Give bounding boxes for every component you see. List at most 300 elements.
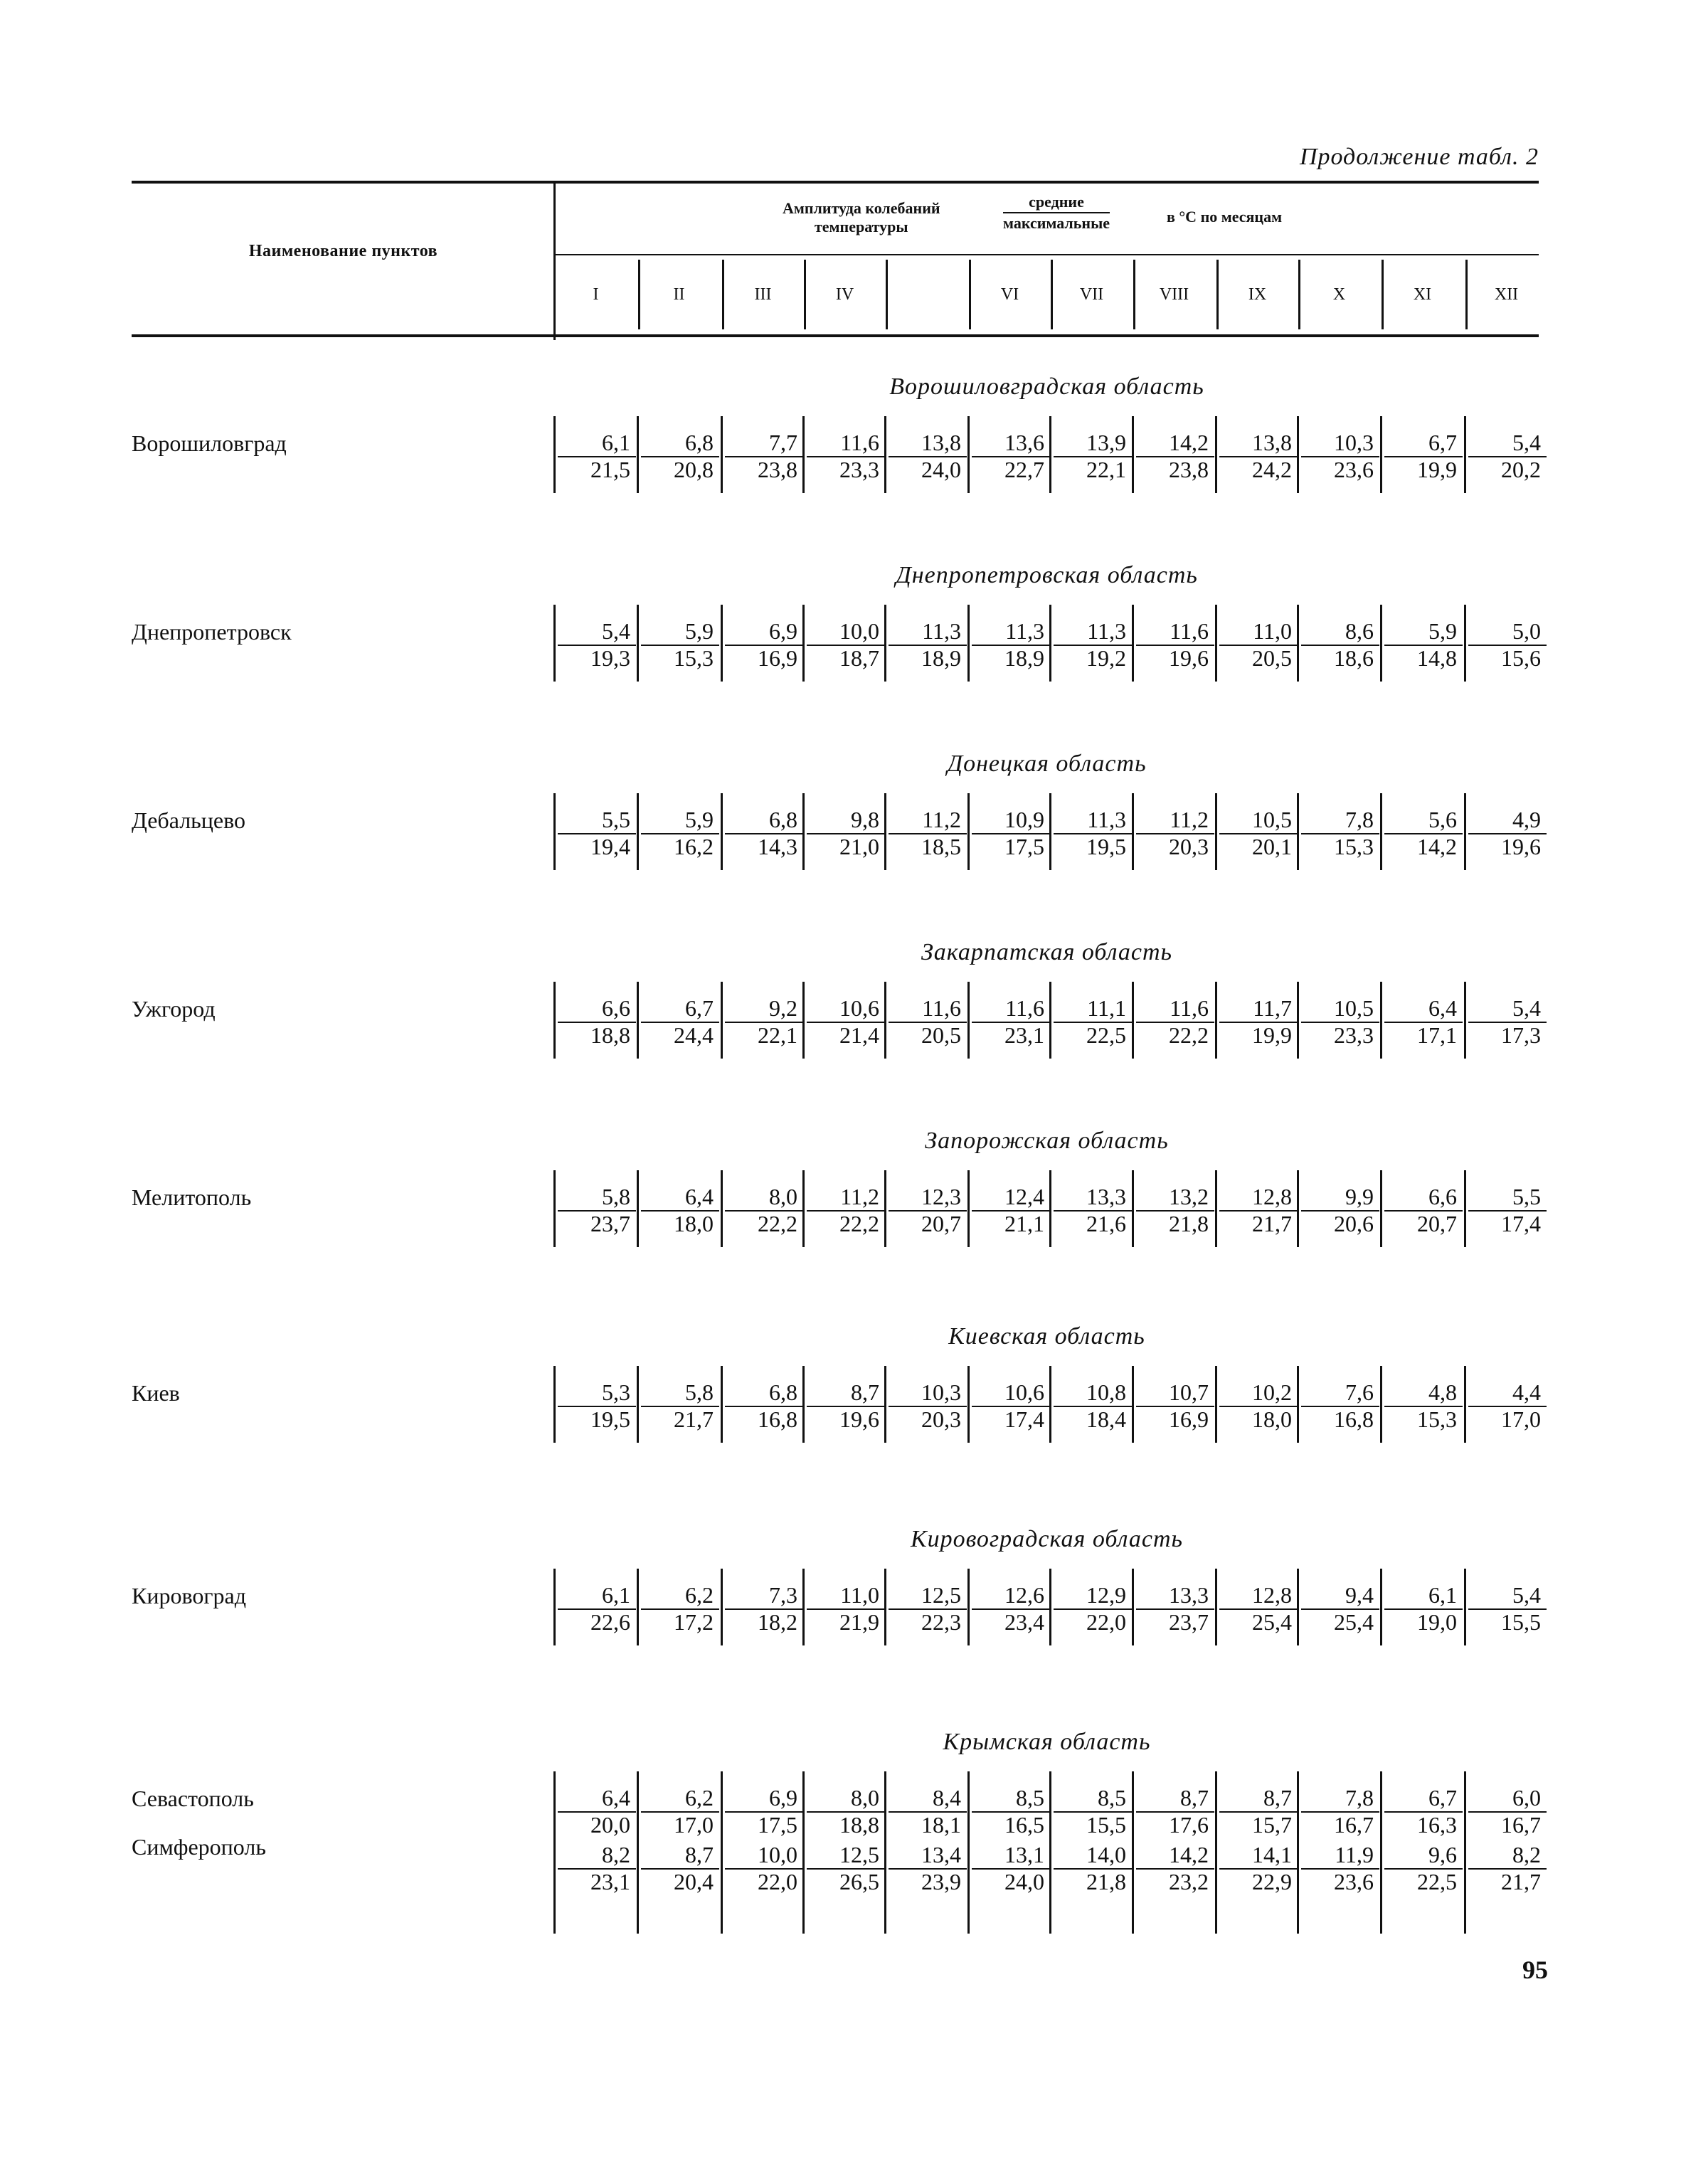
max-amplitude: 18,9 bbox=[1004, 645, 1044, 671]
max-amplitude: 17,1 bbox=[1417, 1022, 1457, 1048]
mean-amplitude: 9,2 bbox=[769, 995, 797, 1021]
mean-amplitude: 10,8 bbox=[1086, 1379, 1126, 1405]
value-cell bbox=[804, 1786, 885, 1843]
mean-amplitude: 11,3 bbox=[922, 618, 961, 644]
value-cell bbox=[1216, 807, 1298, 864]
value-cell bbox=[638, 1380, 719, 1437]
units-caption: в °С по месяцам bbox=[1167, 208, 1283, 226]
value-cell bbox=[555, 430, 636, 487]
station-name: Симферополь bbox=[132, 1834, 266, 1860]
mean-amplitude: 6,7 bbox=[1428, 1785, 1457, 1811]
value-cell bbox=[804, 1380, 885, 1437]
value-cell bbox=[1465, 1380, 1547, 1437]
max-amplitude: 23,1 bbox=[1004, 1022, 1044, 1048]
mean-amplitude: 11,6 bbox=[1005, 995, 1044, 1021]
max-amplitude: 19,9 bbox=[1417, 457, 1457, 482]
value-cell bbox=[886, 430, 967, 487]
mean-amplitude: 10,2 bbox=[1252, 1379, 1292, 1405]
mean-amplitude: 12,8 bbox=[1252, 1184, 1292, 1209]
max-amplitude: 21,7 bbox=[674, 1406, 714, 1432]
header-mid-rule bbox=[555, 254, 1539, 255]
mean-amplitude: 13,3 bbox=[1086, 1184, 1126, 1209]
month-header-4: IV bbox=[835, 285, 854, 304]
month-header-divider bbox=[1051, 260, 1053, 329]
mean-amplitude: 14,0 bbox=[1086, 1842, 1126, 1867]
mean-amplitude: 10,5 bbox=[1252, 807, 1292, 832]
max-amplitude: 19,9 bbox=[1252, 1022, 1292, 1048]
value-cell bbox=[969, 807, 1050, 864]
mean-amplitude: 8,7 bbox=[1180, 1785, 1209, 1811]
value-cell bbox=[638, 1786, 719, 1843]
max-amplitude: 20,7 bbox=[921, 1211, 961, 1236]
mean-amplitude: 13,4 bbox=[921, 1842, 961, 1867]
max-amplitude: 18,5 bbox=[921, 834, 961, 859]
value-cell bbox=[1051, 1380, 1132, 1437]
mean-amplitude: 13,3 bbox=[1169, 1582, 1209, 1608]
month-header-10: X bbox=[1332, 285, 1346, 304]
mean-amplitude: 14,2 bbox=[1169, 1842, 1209, 1867]
max-amplitude: 22,0 bbox=[1086, 1609, 1126, 1635]
mean-amplitude: 5,4 bbox=[1512, 995, 1541, 1021]
max-amplitude: 16,5 bbox=[1004, 1812, 1044, 1838]
value-cell bbox=[886, 1583, 967, 1640]
mean-amplitude: 10,5 bbox=[1334, 995, 1374, 1021]
mean-amplitude: 8,4 bbox=[933, 1785, 961, 1811]
header-bottom-rule bbox=[132, 334, 1539, 337]
mean-amplitude: 9,9 bbox=[1345, 1184, 1374, 1209]
value-cell bbox=[555, 996, 636, 1053]
region-heading: Ворошиловградская область bbox=[889, 373, 1204, 400]
max-amplitude: 18,7 bbox=[839, 645, 879, 671]
value-cell bbox=[722, 1583, 803, 1640]
value-cell bbox=[1133, 807, 1214, 864]
value-cell bbox=[804, 1184, 885, 1241]
mean-amplitude: 9,8 bbox=[851, 807, 879, 832]
mean-amplitude: 8,6 bbox=[1345, 618, 1374, 644]
value-cell bbox=[1051, 807, 1132, 864]
max-amplitude: 23,9 bbox=[921, 1869, 961, 1894]
max-amplitude: 20,0 bbox=[590, 1812, 630, 1838]
month-header-divider bbox=[1465, 260, 1468, 329]
station-name: Дебальцево bbox=[132, 807, 245, 833]
region-heading: Киевская область bbox=[948, 1323, 1145, 1350]
value-cell bbox=[1382, 1843, 1463, 1899]
mean-amplitude: 6,7 bbox=[685, 995, 714, 1021]
mean-amplitude: 6,8 bbox=[769, 807, 797, 832]
max-amplitude: 18,0 bbox=[674, 1211, 714, 1236]
month-header-divider bbox=[804, 260, 806, 329]
value-cell bbox=[1465, 1843, 1547, 1899]
mean-amplitude: 11,3 bbox=[1005, 618, 1044, 644]
max-amplitude: 16,7 bbox=[1501, 1812, 1541, 1838]
fraction-numerator: средние bbox=[1003, 192, 1110, 213]
max-amplitude: 20,7 bbox=[1417, 1211, 1457, 1236]
max-amplitude: 18,1 bbox=[921, 1812, 961, 1838]
value-cell bbox=[1133, 1184, 1214, 1241]
value-cell bbox=[1216, 1184, 1298, 1241]
month-header-6: VI bbox=[1000, 285, 1019, 304]
max-amplitude: 15,5 bbox=[1501, 1609, 1541, 1635]
value-cell bbox=[1298, 430, 1379, 487]
mean-amplitude: 6,4 bbox=[685, 1184, 714, 1209]
mean-amplitude: 5,5 bbox=[602, 807, 630, 832]
value-cell bbox=[1298, 619, 1379, 676]
mean-amplitude: 6,1 bbox=[602, 430, 630, 455]
mean-amplitude: 12,9 bbox=[1086, 1582, 1126, 1608]
max-amplitude: 16,9 bbox=[758, 645, 797, 671]
value-cell bbox=[1051, 1843, 1132, 1899]
max-amplitude: 19,0 bbox=[1417, 1609, 1457, 1635]
mean-amplitude: 7,3 bbox=[769, 1582, 797, 1608]
mean-amplitude: 5,0 bbox=[1512, 618, 1541, 644]
value-cell bbox=[886, 996, 967, 1053]
mean-amplitude: 12,6 bbox=[1004, 1582, 1044, 1608]
mean-amplitude: 10,9 bbox=[1004, 807, 1044, 832]
max-amplitude: 16,8 bbox=[1334, 1406, 1374, 1432]
value-cell bbox=[722, 1786, 803, 1843]
month-header-divider bbox=[1216, 260, 1219, 329]
value-cell bbox=[1051, 619, 1132, 676]
value-cell bbox=[1298, 1843, 1379, 1899]
mean-amplitude: 6,2 bbox=[685, 1785, 714, 1811]
value-cell bbox=[1382, 430, 1463, 487]
mean-amplitude: 7,8 bbox=[1345, 807, 1374, 832]
max-amplitude: 20,4 bbox=[674, 1869, 714, 1894]
mean-amplitude: 6,7 bbox=[1428, 430, 1457, 455]
amplitude-caption bbox=[783, 199, 940, 236]
max-amplitude: 22,1 bbox=[758, 1022, 797, 1048]
max-amplitude: 17,5 bbox=[1004, 834, 1044, 859]
month-header-12: XII bbox=[1494, 285, 1519, 304]
mean-amplitude: 6,9 bbox=[769, 1785, 797, 1811]
mean-amplitude: 5,9 bbox=[685, 618, 714, 644]
value-cell bbox=[969, 1583, 1050, 1640]
month-header-5 bbox=[886, 260, 967, 329]
value-cell bbox=[969, 619, 1050, 676]
value-cell bbox=[555, 1583, 636, 1640]
max-amplitude: 18,8 bbox=[590, 1022, 630, 1048]
max-amplitude: 19,6 bbox=[1169, 645, 1209, 671]
max-amplitude: 15,5 bbox=[1086, 1812, 1126, 1838]
max-amplitude: 22,6 bbox=[590, 1609, 630, 1635]
mean-amplitude: 6,6 bbox=[1428, 1184, 1457, 1209]
mean-amplitude: 8,7 bbox=[1263, 1785, 1292, 1811]
mean-amplitude: 10,6 bbox=[839, 995, 879, 1021]
station-name: Днепропетровск bbox=[132, 619, 292, 645]
value-cell bbox=[1133, 996, 1214, 1053]
max-amplitude: 16,9 bbox=[1169, 1406, 1209, 1432]
max-amplitude: 23,6 bbox=[1334, 457, 1374, 482]
value-cell bbox=[722, 1380, 803, 1437]
mean-amplitude: 8,2 bbox=[602, 1842, 630, 1867]
mean-amplitude: 11,9 bbox=[1335, 1842, 1374, 1867]
top-rule bbox=[132, 181, 1539, 184]
max-amplitude: 20,2 bbox=[1501, 457, 1541, 482]
mean-amplitude: 5,4 bbox=[602, 618, 630, 644]
value-cell bbox=[722, 619, 803, 676]
value-cell bbox=[1382, 619, 1463, 676]
value-cell bbox=[804, 996, 885, 1053]
value-cell bbox=[1216, 1843, 1298, 1899]
mean-amplitude: 6,1 bbox=[602, 1582, 630, 1608]
value-cell bbox=[1133, 1583, 1214, 1640]
mean-amplitude: 6,2 bbox=[685, 1582, 714, 1608]
value-cell bbox=[1051, 430, 1132, 487]
mean-amplitude: 11,3 bbox=[1087, 807, 1126, 832]
max-amplitude: 19,5 bbox=[1086, 834, 1126, 859]
max-amplitude: 20,5 bbox=[1252, 645, 1292, 671]
station-name: Киев bbox=[132, 1380, 180, 1406]
max-amplitude: 17,0 bbox=[674, 1812, 714, 1838]
value-cell bbox=[1216, 996, 1298, 1053]
max-amplitude: 14,8 bbox=[1417, 645, 1457, 671]
mean-amplitude: 7,8 bbox=[1345, 1785, 1374, 1811]
value-cell bbox=[804, 430, 885, 487]
station-name: Кировоград bbox=[132, 1583, 246, 1608]
month-header-7: VII bbox=[1079, 285, 1104, 304]
month-header-divider bbox=[1133, 260, 1135, 329]
value-cell bbox=[638, 1843, 719, 1899]
mean-amplitude: 11,3 bbox=[1087, 618, 1126, 644]
value-cell bbox=[886, 619, 967, 676]
mean-amplitude: 5,4 bbox=[1512, 1582, 1541, 1608]
station-name: Ужгород bbox=[132, 996, 216, 1022]
mean-amplitude: 6,4 bbox=[602, 1785, 630, 1811]
max-amplitude: 23,1 bbox=[590, 1869, 630, 1894]
max-amplitude: 15,3 bbox=[674, 645, 714, 671]
mean-amplitude: 11,2 bbox=[1170, 807, 1209, 832]
max-amplitude: 23,3 bbox=[1334, 1022, 1374, 1048]
max-amplitude: 23,3 bbox=[839, 457, 879, 482]
value-cell bbox=[722, 1843, 803, 1899]
mean-amplitude: 8,5 bbox=[1098, 1785, 1126, 1811]
mean-amplitude: 7,7 bbox=[769, 430, 797, 455]
mean-amplitude: 5,8 bbox=[602, 1184, 630, 1209]
value-cell bbox=[804, 1583, 885, 1640]
max-amplitude: 20,6 bbox=[1334, 1211, 1374, 1236]
value-cell bbox=[1133, 1380, 1214, 1437]
value-cell bbox=[969, 430, 1050, 487]
max-amplitude: 21,8 bbox=[1169, 1211, 1209, 1236]
mean-amplitude: 5,9 bbox=[685, 807, 714, 832]
value-cell bbox=[638, 1184, 719, 1241]
continuation-label: Продолжение табл. 2 bbox=[1299, 144, 1539, 170]
mean-over-max-fraction bbox=[1003, 192, 1110, 233]
max-amplitude: 18,8 bbox=[839, 1812, 879, 1838]
mean-amplitude: 12,4 bbox=[1004, 1184, 1044, 1209]
max-amplitude: 23,4 bbox=[1004, 1609, 1044, 1635]
value-cell bbox=[1133, 619, 1214, 676]
mean-amplitude: 13,9 bbox=[1086, 430, 1126, 455]
max-amplitude: 20,8 bbox=[674, 457, 714, 482]
value-cell bbox=[804, 807, 885, 864]
max-amplitude: 18,4 bbox=[1086, 1406, 1126, 1432]
mean-amplitude: 6,1 bbox=[1428, 1582, 1457, 1608]
station-name: Мелитополь bbox=[132, 1184, 252, 1210]
month-header-9: IX bbox=[1248, 285, 1267, 304]
value-cell bbox=[886, 1380, 967, 1437]
mean-amplitude: 8,7 bbox=[685, 1842, 714, 1867]
value-cell bbox=[886, 807, 967, 864]
max-amplitude: 25,4 bbox=[1334, 1609, 1374, 1635]
region-heading: Запорожская область bbox=[925, 1128, 1169, 1154]
max-amplitude: 22,5 bbox=[1086, 1022, 1126, 1048]
value-cell bbox=[1465, 996, 1547, 1053]
max-amplitude: 23,7 bbox=[590, 1211, 630, 1236]
mean-amplitude: 11,6 bbox=[840, 430, 879, 455]
max-amplitude: 19,5 bbox=[590, 1406, 630, 1432]
station-name: Ворошиловград bbox=[132, 430, 287, 456]
value-cell bbox=[555, 1786, 636, 1843]
max-amplitude: 16,3 bbox=[1417, 1812, 1457, 1838]
value-cell bbox=[969, 1184, 1050, 1241]
value-cell bbox=[886, 1786, 967, 1843]
mean-amplitude: 5,5 bbox=[1512, 1184, 1541, 1209]
max-amplitude: 21,1 bbox=[1004, 1211, 1044, 1236]
mean-amplitude: 4,8 bbox=[1428, 1379, 1457, 1405]
mean-amplitude: 8,0 bbox=[851, 1785, 879, 1811]
month-header-2: II bbox=[673, 285, 685, 304]
max-amplitude: 18,9 bbox=[921, 645, 961, 671]
max-amplitude: 15,6 bbox=[1501, 645, 1541, 671]
max-amplitude: 22,7 bbox=[1004, 457, 1044, 482]
value-cell bbox=[1216, 1583, 1298, 1640]
value-cell bbox=[555, 1380, 636, 1437]
mean-amplitude: 8,5 bbox=[1016, 1785, 1044, 1811]
mean-amplitude: 6,4 bbox=[1428, 995, 1457, 1021]
max-amplitude: 22,0 bbox=[758, 1869, 797, 1894]
value-cell bbox=[969, 1843, 1050, 1899]
value-cell bbox=[1465, 1583, 1547, 1640]
max-amplitude: 14,2 bbox=[1417, 834, 1457, 859]
value-cell bbox=[1465, 807, 1547, 864]
max-amplitude: 17,2 bbox=[674, 1609, 714, 1635]
max-amplitude: 22,9 bbox=[1252, 1869, 1292, 1894]
station-name: Севастополь bbox=[132, 1786, 254, 1811]
value-cell bbox=[1382, 807, 1463, 864]
mean-amplitude: 11,6 bbox=[1170, 995, 1209, 1021]
mean-amplitude: 5,8 bbox=[685, 1379, 714, 1405]
value-cell bbox=[1298, 996, 1379, 1053]
value-cell bbox=[1382, 1184, 1463, 1241]
month-header-3: III bbox=[754, 285, 772, 304]
max-amplitude: 19,2 bbox=[1086, 645, 1126, 671]
max-amplitude: 21,7 bbox=[1252, 1211, 1292, 1236]
max-amplitude: 22,3 bbox=[921, 1609, 961, 1635]
mean-amplitude: 12,5 bbox=[921, 1582, 961, 1608]
region-heading: Днепропетровская область bbox=[896, 562, 1198, 588]
mean-amplitude: 5,6 bbox=[1428, 807, 1457, 832]
value-cell bbox=[638, 1583, 719, 1640]
max-amplitude: 14,3 bbox=[758, 834, 797, 859]
value-cell bbox=[638, 619, 719, 676]
amplitude-header bbox=[555, 191, 1539, 251]
amplitude-line2: температуры bbox=[814, 218, 908, 235]
value-cell bbox=[555, 619, 636, 676]
mean-amplitude: 9,6 bbox=[1428, 1842, 1457, 1867]
mean-amplitude: 6,8 bbox=[769, 1379, 797, 1405]
value-cell bbox=[969, 1786, 1050, 1843]
max-amplitude: 19,3 bbox=[590, 645, 630, 671]
value-cell bbox=[1298, 1786, 1379, 1843]
value-cell bbox=[886, 1184, 967, 1241]
value-cell bbox=[1298, 807, 1379, 864]
max-amplitude: 22,1 bbox=[1086, 457, 1126, 482]
max-amplitude: 21,0 bbox=[839, 834, 879, 859]
month-header-8: VIII bbox=[1159, 285, 1189, 304]
max-amplitude: 17,6 bbox=[1169, 1812, 1209, 1838]
max-amplitude: 21,7 bbox=[1501, 1869, 1541, 1894]
mean-amplitude: 4,9 bbox=[1512, 807, 1541, 832]
value-cell bbox=[722, 430, 803, 487]
value-cell bbox=[555, 1843, 636, 1899]
month-header-divider bbox=[638, 260, 640, 329]
value-cell bbox=[1465, 430, 1547, 487]
value-cell bbox=[1465, 1184, 1547, 1241]
mean-amplitude: 12,8 bbox=[1252, 1582, 1292, 1608]
mean-amplitude: 13,8 bbox=[1252, 430, 1292, 455]
mean-amplitude: 10,3 bbox=[921, 1379, 961, 1405]
max-amplitude: 16,7 bbox=[1334, 1812, 1374, 1838]
max-amplitude: 15,7 bbox=[1252, 1812, 1292, 1838]
mean-amplitude: 4,4 bbox=[1512, 1379, 1541, 1405]
value-cell bbox=[1382, 996, 1463, 1053]
mean-amplitude: 8,0 bbox=[769, 1184, 797, 1209]
max-amplitude: 20,3 bbox=[921, 1406, 961, 1432]
mean-amplitude: 10,0 bbox=[758, 1842, 797, 1867]
month-header-divider bbox=[722, 260, 724, 329]
max-amplitude: 24,2 bbox=[1252, 457, 1292, 482]
mean-amplitude: 14,2 bbox=[1169, 430, 1209, 455]
max-amplitude: 23,8 bbox=[758, 457, 797, 482]
value-cell bbox=[722, 996, 803, 1053]
max-amplitude: 16,2 bbox=[674, 834, 714, 859]
station-column-header: Наименование пунктов bbox=[248, 242, 438, 260]
max-amplitude: 20,3 bbox=[1169, 834, 1209, 859]
mean-amplitude: 7,6 bbox=[1345, 1379, 1374, 1405]
mean-amplitude: 13,2 bbox=[1169, 1184, 1209, 1209]
max-amplitude: 22,2 bbox=[758, 1211, 797, 1236]
mean-amplitude: 12,5 bbox=[839, 1842, 879, 1867]
value-cell bbox=[969, 1380, 1050, 1437]
month-header-1: I bbox=[593, 285, 599, 304]
max-amplitude: 23,2 bbox=[1169, 1869, 1209, 1894]
value-cell bbox=[1382, 1380, 1463, 1437]
mean-amplitude: 11,0 bbox=[1253, 618, 1292, 644]
month-header-divider bbox=[1298, 260, 1300, 329]
max-amplitude: 21,6 bbox=[1086, 1211, 1126, 1236]
max-amplitude: 20,1 bbox=[1252, 834, 1292, 859]
mean-amplitude: 11,2 bbox=[922, 807, 961, 832]
mean-amplitude: 13,6 bbox=[1004, 430, 1044, 455]
value-cell bbox=[722, 1184, 803, 1241]
mean-amplitude: 10,6 bbox=[1004, 1379, 1044, 1405]
value-cell bbox=[1216, 1786, 1298, 1843]
value-cell bbox=[1465, 619, 1547, 676]
max-amplitude: 26,5 bbox=[839, 1869, 879, 1894]
value-cell bbox=[722, 807, 803, 864]
fraction-denominator: максимальные bbox=[1003, 214, 1110, 232]
mean-amplitude: 6,9 bbox=[769, 618, 797, 644]
mean-amplitude: 11,1 bbox=[1087, 995, 1126, 1021]
value-cell bbox=[638, 996, 719, 1053]
max-amplitude: 20,5 bbox=[921, 1022, 961, 1048]
value-cell bbox=[1298, 1583, 1379, 1640]
max-amplitude: 17,3 bbox=[1501, 1022, 1541, 1048]
max-amplitude: 17,5 bbox=[758, 1812, 797, 1838]
mean-amplitude: 13,8 bbox=[921, 430, 961, 455]
max-amplitude: 21,8 bbox=[1086, 1869, 1126, 1894]
